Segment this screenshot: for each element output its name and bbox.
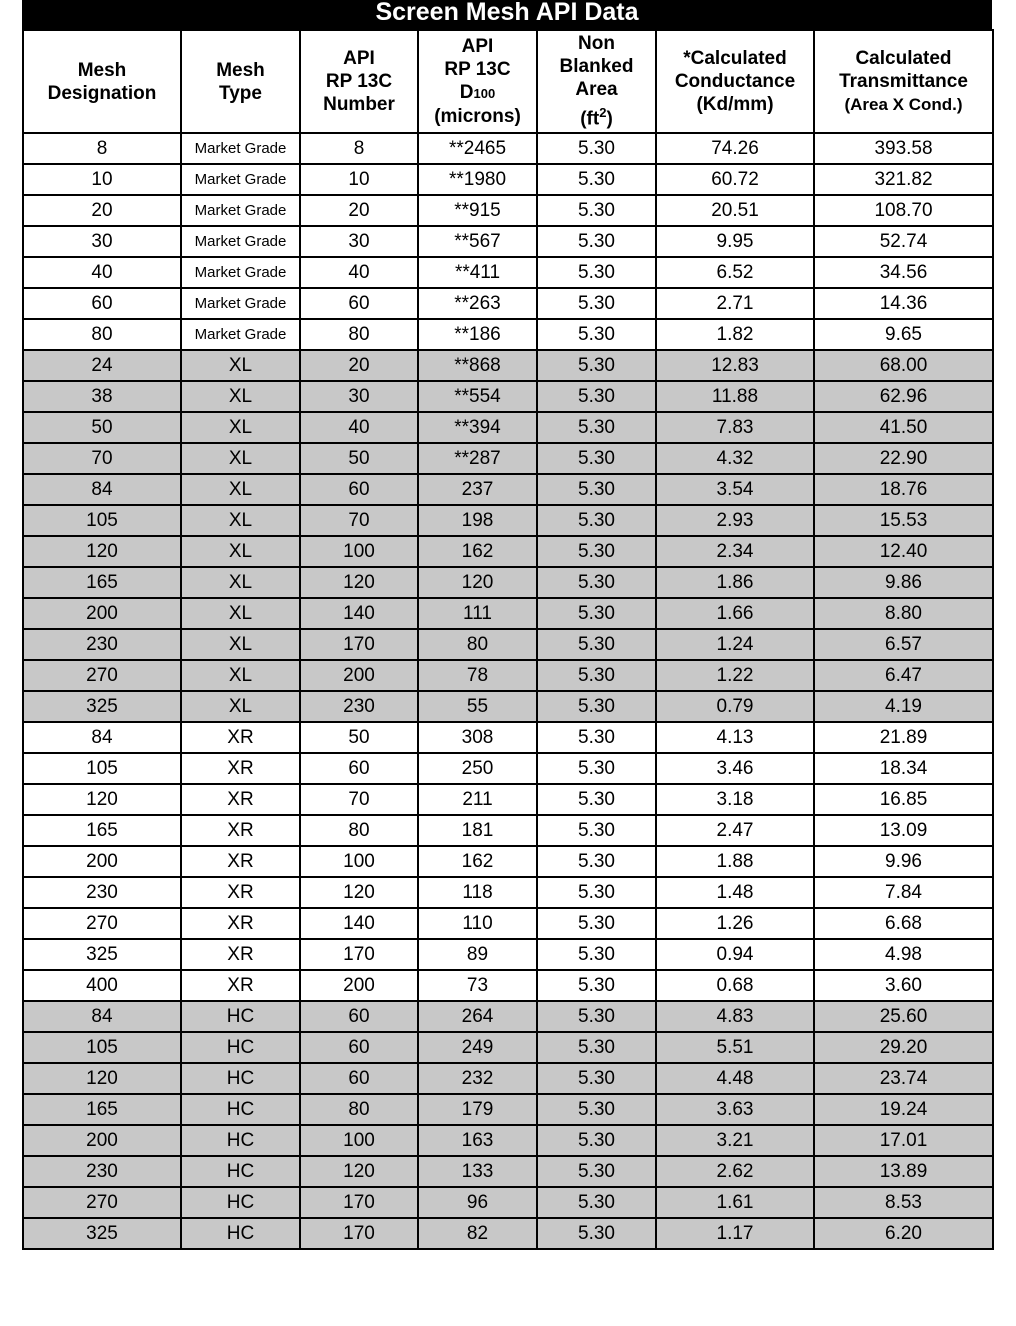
cell-non-blanked-area: 5.30 bbox=[537, 1187, 656, 1218]
cell-non-blanked-area: 5.30 bbox=[537, 1156, 656, 1187]
table-row bbox=[23, 1187, 993, 1218]
cell-conductance: 9.95 bbox=[656, 226, 814, 257]
table-row bbox=[23, 970, 993, 1001]
cell-transmittance: 34.56 bbox=[814, 257, 993, 288]
cell-mesh-designation: 230 bbox=[23, 877, 181, 908]
cell-conductance: 0.94 bbox=[656, 939, 814, 970]
cell-non-blanked-area: 5.30 bbox=[537, 474, 656, 505]
cell-mesh-type: XR bbox=[181, 722, 300, 753]
cell-non-blanked-area: 5.30 bbox=[537, 722, 656, 753]
cell-conductance: 3.54 bbox=[656, 474, 814, 505]
cell-api-number: 100 bbox=[300, 1125, 418, 1156]
cell-conductance: 2.71 bbox=[656, 288, 814, 319]
cell-conductance: 1.66 bbox=[656, 598, 814, 629]
cell-transmittance: 68.00 bbox=[814, 350, 993, 381]
cell-mesh-type: XR bbox=[181, 784, 300, 815]
cell-non-blanked-area: 5.30 bbox=[537, 505, 656, 536]
table-row bbox=[23, 846, 993, 877]
table-row bbox=[23, 226, 993, 257]
cell-api-number: 80 bbox=[300, 319, 418, 350]
cell-d100-microns: **394 bbox=[418, 412, 537, 443]
cell-transmittance: 22.90 bbox=[814, 443, 993, 474]
cell-mesh-type: XR bbox=[181, 753, 300, 784]
cell-d100-microns: **915 bbox=[418, 195, 537, 226]
cell-d100-microns: **2465 bbox=[418, 133, 537, 164]
table-row bbox=[23, 505, 993, 536]
cell-mesh-designation: 270 bbox=[23, 1187, 181, 1218]
table-row bbox=[23, 660, 993, 691]
cell-transmittance: 6.47 bbox=[814, 660, 993, 691]
cell-transmittance: 321.82 bbox=[814, 164, 993, 195]
table-row bbox=[23, 1032, 993, 1063]
table-row bbox=[23, 1063, 993, 1094]
cell-mesh-designation: 20 bbox=[23, 195, 181, 226]
cell-mesh-designation: 325 bbox=[23, 1218, 181, 1249]
cell-transmittance: 25.60 bbox=[814, 1001, 993, 1032]
header-api-d100: API RP 13C D100 (microns) bbox=[418, 30, 537, 133]
cell-api-number: 120 bbox=[300, 1156, 418, 1187]
cell-api-number: 80 bbox=[300, 815, 418, 846]
cell-mesh-designation: 270 bbox=[23, 908, 181, 939]
cell-mesh-designation: 400 bbox=[23, 970, 181, 1001]
cell-mesh-designation: 120 bbox=[23, 784, 181, 815]
cell-mesh-type: Market Grade bbox=[181, 257, 300, 288]
cell-non-blanked-area: 5.30 bbox=[537, 1125, 656, 1156]
cell-mesh-designation: 165 bbox=[23, 815, 181, 846]
cell-mesh-type: Market Grade bbox=[181, 226, 300, 257]
cell-api-number: 60 bbox=[300, 753, 418, 784]
table-row bbox=[23, 350, 993, 381]
cell-conductance: 0.68 bbox=[656, 970, 814, 1001]
table-row bbox=[23, 536, 993, 567]
cell-non-blanked-area: 5.30 bbox=[537, 970, 656, 1001]
cell-mesh-type: XL bbox=[181, 567, 300, 598]
table-row bbox=[23, 939, 993, 970]
table-row bbox=[23, 753, 993, 784]
cell-api-number: 8 bbox=[300, 133, 418, 164]
cell-mesh-designation: 24 bbox=[23, 350, 181, 381]
cell-mesh-designation: 84 bbox=[23, 1001, 181, 1032]
header-api-number: API RP 13C Number bbox=[300, 30, 418, 133]
cell-d100-microns: 111 bbox=[418, 598, 537, 629]
cell-api-number: 60 bbox=[300, 1032, 418, 1063]
cell-transmittance: 18.34 bbox=[814, 753, 993, 784]
cell-transmittance: 14.36 bbox=[814, 288, 993, 319]
cell-conductance: 4.48 bbox=[656, 1063, 814, 1094]
cell-mesh-type: Market Grade bbox=[181, 319, 300, 350]
cell-api-number: 20 bbox=[300, 195, 418, 226]
cell-non-blanked-area: 5.30 bbox=[537, 381, 656, 412]
cell-mesh-type: XR bbox=[181, 970, 300, 1001]
cell-conductance: 3.46 bbox=[656, 753, 814, 784]
cell-transmittance: 7.84 bbox=[814, 877, 993, 908]
cell-transmittance: 13.89 bbox=[814, 1156, 993, 1187]
cell-mesh-designation: 165 bbox=[23, 1094, 181, 1125]
cell-d100-microns: 162 bbox=[418, 536, 537, 567]
cell-transmittance: 18.76 bbox=[814, 474, 993, 505]
cell-mesh-type: HC bbox=[181, 1125, 300, 1156]
cell-mesh-type: XR bbox=[181, 908, 300, 939]
cell-non-blanked-area: 5.30 bbox=[537, 195, 656, 226]
cell-mesh-type: XL bbox=[181, 412, 300, 443]
cell-conductance: 1.24 bbox=[656, 629, 814, 660]
cell-conductance: 1.61 bbox=[656, 1187, 814, 1218]
table-row bbox=[23, 1001, 993, 1032]
cell-mesh-type: XL bbox=[181, 598, 300, 629]
cell-api-number: 170 bbox=[300, 939, 418, 970]
table-title: Screen Mesh API Data bbox=[22, 0, 992, 29]
cell-conductance: 1.48 bbox=[656, 877, 814, 908]
cell-conductance: 2.62 bbox=[656, 1156, 814, 1187]
cell-d100-microns: 89 bbox=[418, 939, 537, 970]
cell-d100-microns: 96 bbox=[418, 1187, 537, 1218]
cell-transmittance: 6.57 bbox=[814, 629, 993, 660]
cell-transmittance: 8.80 bbox=[814, 598, 993, 629]
cell-api-number: 10 bbox=[300, 164, 418, 195]
cell-mesh-designation: 325 bbox=[23, 939, 181, 970]
cell-non-blanked-area: 5.30 bbox=[537, 784, 656, 815]
cell-mesh-type: XL bbox=[181, 536, 300, 567]
cell-conductance: 5.51 bbox=[656, 1032, 814, 1063]
cell-api-number: 60 bbox=[300, 474, 418, 505]
cell-mesh-type: XL bbox=[181, 691, 300, 722]
cell-mesh-type: XR bbox=[181, 846, 300, 877]
cell-transmittance: 41.50 bbox=[814, 412, 993, 443]
cell-non-blanked-area: 5.30 bbox=[537, 567, 656, 598]
cell-transmittance: 108.70 bbox=[814, 195, 993, 226]
cell-d100-microns: 250 bbox=[418, 753, 537, 784]
cell-mesh-type: Market Grade bbox=[181, 288, 300, 319]
cell-mesh-type: HC bbox=[181, 1032, 300, 1063]
cell-api-number: 170 bbox=[300, 629, 418, 660]
cell-api-number: 30 bbox=[300, 381, 418, 412]
cell-mesh-type: HC bbox=[181, 1156, 300, 1187]
cell-d100-microns: 181 bbox=[418, 815, 537, 846]
cell-d100-microns: 211 bbox=[418, 784, 537, 815]
table-row bbox=[23, 319, 993, 350]
cell-mesh-type: Market Grade bbox=[181, 195, 300, 226]
cell-api-number: 100 bbox=[300, 536, 418, 567]
cell-non-blanked-area: 5.30 bbox=[537, 443, 656, 474]
cell-conductance: 1.17 bbox=[656, 1218, 814, 1249]
table-row bbox=[23, 722, 993, 753]
table-row bbox=[23, 877, 993, 908]
cell-d100-microns: 73 bbox=[418, 970, 537, 1001]
cell-non-blanked-area: 5.30 bbox=[537, 257, 656, 288]
cell-d100-microns: 55 bbox=[418, 691, 537, 722]
cell-d100-microns: **186 bbox=[418, 319, 537, 350]
cell-conductance: 11.88 bbox=[656, 381, 814, 412]
table-row bbox=[23, 691, 993, 722]
cell-non-blanked-area: 5.30 bbox=[537, 288, 656, 319]
cell-d100-microns: 162 bbox=[418, 846, 537, 877]
cell-transmittance: 6.68 bbox=[814, 908, 993, 939]
cell-mesh-type: XL bbox=[181, 350, 300, 381]
cell-mesh-type: XL bbox=[181, 381, 300, 412]
cell-d100-microns: 264 bbox=[418, 1001, 537, 1032]
cell-api-number: 230 bbox=[300, 691, 418, 722]
cell-d100-microns: **554 bbox=[418, 381, 537, 412]
table-row bbox=[23, 164, 993, 195]
cell-mesh-designation: 200 bbox=[23, 846, 181, 877]
cell-non-blanked-area: 5.30 bbox=[537, 1063, 656, 1094]
cell-mesh-designation: 270 bbox=[23, 660, 181, 691]
cell-mesh-designation: 230 bbox=[23, 629, 181, 660]
table-row bbox=[23, 381, 993, 412]
cell-mesh-type: XR bbox=[181, 815, 300, 846]
cell-d100-microns: **263 bbox=[418, 288, 537, 319]
cell-mesh-designation: 105 bbox=[23, 1032, 181, 1063]
cell-non-blanked-area: 5.30 bbox=[537, 133, 656, 164]
cell-transmittance: 6.20 bbox=[814, 1218, 993, 1249]
cell-mesh-designation: 105 bbox=[23, 753, 181, 784]
cell-conductance: 7.83 bbox=[656, 412, 814, 443]
cell-d100-microns: 179 bbox=[418, 1094, 537, 1125]
cell-transmittance: 9.86 bbox=[814, 567, 993, 598]
cell-conductance: 74.26 bbox=[656, 133, 814, 164]
cell-mesh-designation: 200 bbox=[23, 1125, 181, 1156]
cell-d100-microns: 308 bbox=[418, 722, 537, 753]
cell-d100-microns: **868 bbox=[418, 350, 537, 381]
cell-conductance: 4.32 bbox=[656, 443, 814, 474]
cell-api-number: 70 bbox=[300, 505, 418, 536]
cell-api-number: 200 bbox=[300, 660, 418, 691]
cell-d100-microns: 163 bbox=[418, 1125, 537, 1156]
cell-mesh-designation: 8 bbox=[23, 133, 181, 164]
table-row bbox=[23, 598, 993, 629]
cell-non-blanked-area: 5.30 bbox=[537, 846, 656, 877]
table-row bbox=[23, 1094, 993, 1125]
cell-conductance: 2.34 bbox=[656, 536, 814, 567]
table-row bbox=[23, 288, 993, 319]
header-non-blanked-area: Non Blanked Area $(ft^2)$ bbox=[537, 30, 656, 133]
cell-transmittance: 9.65 bbox=[814, 319, 993, 350]
cell-mesh-type: HC bbox=[181, 1094, 300, 1125]
table-row bbox=[23, 412, 993, 443]
cell-mesh-designation: 70 bbox=[23, 443, 181, 474]
cell-api-number: 40 bbox=[300, 412, 418, 443]
cell-conductance: 1.86 bbox=[656, 567, 814, 598]
cell-transmittance: 21.89 bbox=[814, 722, 993, 753]
cell-conductance: 20.51 bbox=[656, 195, 814, 226]
cell-mesh-designation: 120 bbox=[23, 536, 181, 567]
cell-d100-microns: 133 bbox=[418, 1156, 537, 1187]
cell-transmittance: 15.53 bbox=[814, 505, 993, 536]
cell-transmittance: 13.09 bbox=[814, 815, 993, 846]
cell-transmittance: 29.20 bbox=[814, 1032, 993, 1063]
cell-d100-microns: **567 bbox=[418, 226, 537, 257]
cell-conductance: 2.47 bbox=[656, 815, 814, 846]
table-row bbox=[23, 629, 993, 660]
cell-mesh-designation: 30 bbox=[23, 226, 181, 257]
cell-d100-microns: 120 bbox=[418, 567, 537, 598]
cell-api-number: 60 bbox=[300, 1001, 418, 1032]
cell-d100-microns: **411 bbox=[418, 257, 537, 288]
cell-conductance: 0.79 bbox=[656, 691, 814, 722]
cell-d100-microns: 249 bbox=[418, 1032, 537, 1063]
table-row bbox=[23, 1218, 993, 1249]
cell-api-number: 200 bbox=[300, 970, 418, 1001]
table-body bbox=[23, 133, 993, 1249]
cell-conductance: 1.22 bbox=[656, 660, 814, 691]
cell-transmittance: 3.60 bbox=[814, 970, 993, 1001]
cell-conductance: 1.82 bbox=[656, 319, 814, 350]
cell-non-blanked-area: 5.30 bbox=[537, 1032, 656, 1063]
cell-non-blanked-area: 5.30 bbox=[537, 1218, 656, 1249]
cell-conductance: 1.26 bbox=[656, 908, 814, 939]
cell-api-number: 100 bbox=[300, 846, 418, 877]
cell-api-number: 170 bbox=[300, 1218, 418, 1249]
cell-non-blanked-area: 5.30 bbox=[537, 412, 656, 443]
cell-d100-microns: 198 bbox=[418, 505, 537, 536]
header-conductance: *Calculated Conductance (Kd/mm) bbox=[656, 30, 814, 133]
cell-transmittance: 12.40 bbox=[814, 536, 993, 567]
cell-mesh-designation: 40 bbox=[23, 257, 181, 288]
header-row bbox=[23, 30, 993, 133]
header-mesh-type: Mesh Type bbox=[181, 30, 300, 133]
cell-transmittance: 393.58 bbox=[814, 133, 993, 164]
cell-mesh-type: XR bbox=[181, 877, 300, 908]
table-row bbox=[23, 133, 993, 164]
cell-non-blanked-area: 5.30 bbox=[537, 350, 656, 381]
cell-mesh-designation: 50 bbox=[23, 412, 181, 443]
cell-api-number: 140 bbox=[300, 598, 418, 629]
cell-conductance: 4.13 bbox=[656, 722, 814, 753]
cell-api-number: 60 bbox=[300, 288, 418, 319]
cell-non-blanked-area: 5.30 bbox=[537, 536, 656, 567]
table-row bbox=[23, 784, 993, 815]
cell-conductance: 1.88 bbox=[656, 846, 814, 877]
cell-transmittance: 17.01 bbox=[814, 1125, 993, 1156]
cell-mesh-designation: 105 bbox=[23, 505, 181, 536]
cell-mesh-type: XR bbox=[181, 939, 300, 970]
header-transmittance: Calculated Transmittance (Area X Cond.) bbox=[814, 30, 993, 133]
cell-mesh-designation: 10 bbox=[23, 164, 181, 195]
cell-api-number: 120 bbox=[300, 567, 418, 598]
cell-d100-microns: 80 bbox=[418, 629, 537, 660]
header-mesh-designation: Mesh Designation bbox=[23, 30, 181, 133]
cell-mesh-designation: 38 bbox=[23, 381, 181, 412]
cell-mesh-designation: 84 bbox=[23, 474, 181, 505]
cell-api-number: 80 bbox=[300, 1094, 418, 1125]
cell-mesh-designation: 120 bbox=[23, 1063, 181, 1094]
cell-api-number: 60 bbox=[300, 1063, 418, 1094]
cell-conductance: 60.72 bbox=[656, 164, 814, 195]
cell-conductance: 4.83 bbox=[656, 1001, 814, 1032]
cell-non-blanked-area: 5.30 bbox=[537, 1001, 656, 1032]
cell-mesh-designation: 230 bbox=[23, 1156, 181, 1187]
cell-non-blanked-area: 5.30 bbox=[537, 629, 656, 660]
cell-api-number: 170 bbox=[300, 1187, 418, 1218]
cell-transmittance: 62.96 bbox=[814, 381, 993, 412]
cell-d100-microns: 118 bbox=[418, 877, 537, 908]
cell-d100-microns: 237 bbox=[418, 474, 537, 505]
cell-api-number: 50 bbox=[300, 443, 418, 474]
cell-d100-microns: 110 bbox=[418, 908, 537, 939]
table-row bbox=[23, 257, 993, 288]
cell-mesh-type: HC bbox=[181, 1001, 300, 1032]
cell-non-blanked-area: 5.30 bbox=[537, 908, 656, 939]
cell-api-number: 40 bbox=[300, 257, 418, 288]
cell-conductance: 12.83 bbox=[656, 350, 814, 381]
cell-d100-microns: **287 bbox=[418, 443, 537, 474]
cell-mesh-type: HC bbox=[181, 1187, 300, 1218]
cell-conductance: 3.18 bbox=[656, 784, 814, 815]
cell-conductance: 3.63 bbox=[656, 1094, 814, 1125]
cell-api-number: 70 bbox=[300, 784, 418, 815]
cell-mesh-designation: 84 bbox=[23, 722, 181, 753]
table-row bbox=[23, 1125, 993, 1156]
cell-non-blanked-area: 5.30 bbox=[537, 877, 656, 908]
cell-api-number: 20 bbox=[300, 350, 418, 381]
cell-api-number: 120 bbox=[300, 877, 418, 908]
screen-mesh-table bbox=[22, 29, 994, 1250]
cell-non-blanked-area: 5.30 bbox=[537, 660, 656, 691]
cell-transmittance: 4.98 bbox=[814, 939, 993, 970]
cell-non-blanked-area: 5.30 bbox=[537, 164, 656, 195]
cell-transmittance: 23.74 bbox=[814, 1063, 993, 1094]
cell-non-blanked-area: 5.30 bbox=[537, 815, 656, 846]
table-row bbox=[23, 567, 993, 598]
cell-non-blanked-area: 5.30 bbox=[537, 1094, 656, 1125]
cell-d100-microns: 232 bbox=[418, 1063, 537, 1094]
cell-non-blanked-area: 5.30 bbox=[537, 753, 656, 784]
cell-conductance: 3.21 bbox=[656, 1125, 814, 1156]
cell-mesh-type: Market Grade bbox=[181, 164, 300, 195]
table-row bbox=[23, 908, 993, 939]
cell-transmittance: 8.53 bbox=[814, 1187, 993, 1218]
cell-transmittance: 16.85 bbox=[814, 784, 993, 815]
cell-api-number: 50 bbox=[300, 722, 418, 753]
table-row bbox=[23, 443, 993, 474]
cell-conductance: 2.93 bbox=[656, 505, 814, 536]
cell-d100-microns: 82 bbox=[418, 1218, 537, 1249]
table-row bbox=[23, 474, 993, 505]
cell-mesh-type: XL bbox=[181, 443, 300, 474]
cell-non-blanked-area: 5.30 bbox=[537, 939, 656, 970]
cell-non-blanked-area: 5.30 bbox=[537, 319, 656, 350]
cell-mesh-type: HC bbox=[181, 1063, 300, 1094]
cell-mesh-type: XL bbox=[181, 474, 300, 505]
cell-d100-microns: 78 bbox=[418, 660, 537, 691]
cell-mesh-designation: 80 bbox=[23, 319, 181, 350]
cell-mesh-type: Market Grade bbox=[181, 133, 300, 164]
cell-non-blanked-area: 5.30 bbox=[537, 691, 656, 722]
table-row bbox=[23, 815, 993, 846]
cell-mesh-type: XL bbox=[181, 505, 300, 536]
cell-d100-microns: **1980 bbox=[418, 164, 537, 195]
cell-conductance: 6.52 bbox=[656, 257, 814, 288]
cell-mesh-designation: 325 bbox=[23, 691, 181, 722]
cell-api-number: 140 bbox=[300, 908, 418, 939]
cell-mesh-type: XL bbox=[181, 629, 300, 660]
cell-transmittance: 52.74 bbox=[814, 226, 993, 257]
cell-non-blanked-area: 5.30 bbox=[537, 598, 656, 629]
cell-mesh-type: HC bbox=[181, 1218, 300, 1249]
cell-mesh-designation: 165 bbox=[23, 567, 181, 598]
cell-non-blanked-area: 5.30 bbox=[537, 226, 656, 257]
cell-mesh-type: XL bbox=[181, 660, 300, 691]
table-row bbox=[23, 195, 993, 226]
cell-mesh-designation: 60 bbox=[23, 288, 181, 319]
table-row bbox=[23, 1156, 993, 1187]
cell-api-number: 30 bbox=[300, 226, 418, 257]
cell-mesh-designation: 200 bbox=[23, 598, 181, 629]
cell-transmittance: 4.19 bbox=[814, 691, 993, 722]
cell-transmittance: 9.96 bbox=[814, 846, 993, 877]
cell-transmittance: 19.24 bbox=[814, 1094, 993, 1125]
